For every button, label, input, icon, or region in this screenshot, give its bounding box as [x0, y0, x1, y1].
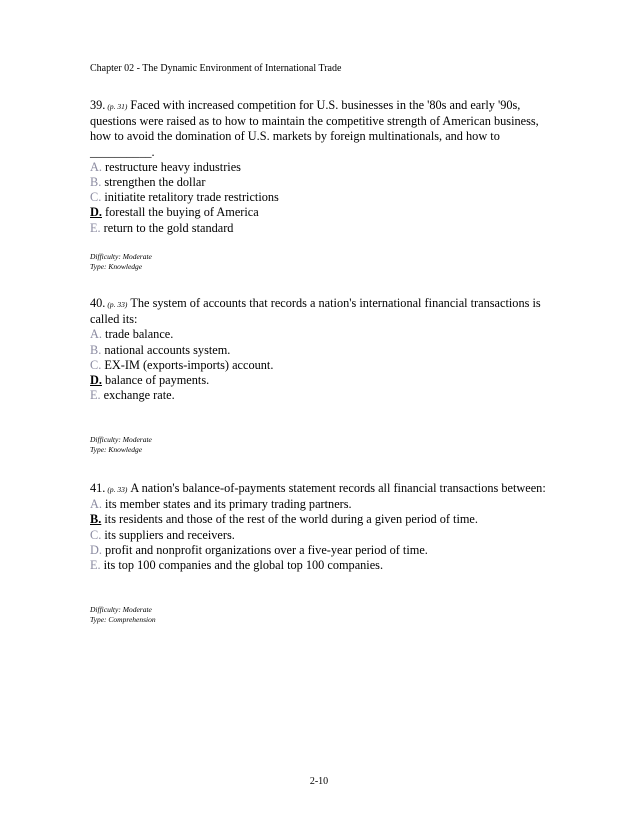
option-letter: E. — [90, 558, 101, 573]
question-number: 40. — [90, 296, 106, 310]
option-a — [90, 327, 560, 342]
page-reference: (p. 33) — [107, 485, 128, 494]
option-letter: A. — [90, 497, 102, 512]
page-reference: (p. 31) — [107, 102, 128, 111]
chapter-header: Chapter 02 - The Dynamic Environment of International Trade — [90, 63, 342, 74]
option-text: profit and nonprofit organizations over a five-year period of time. — [105, 542, 428, 557]
difficulty-label: Difficulty: Moderate — [90, 435, 152, 444]
option-letter: B. — [90, 175, 102, 190]
type-label: Type: Knowledge — [90, 262, 143, 271]
option-b — [90, 512, 560, 527]
option-d — [90, 373, 560, 388]
option-e — [90, 388, 560, 403]
question-number: 39. — [90, 98, 106, 112]
question-stem — [90, 481, 560, 497]
option-a — [90, 497, 560, 512]
option-text: balance of payments. — [105, 373, 210, 388]
option-text: strengthen the dollar — [104, 175, 206, 190]
question-meta — [90, 435, 152, 455]
option-letter: E. — [90, 220, 101, 235]
option-text: initiatite retalitory trade restrictions — [104, 190, 279, 205]
page-number: 2-10 — [309, 776, 329, 787]
question-40 — [90, 296, 560, 403]
option-letter: B. — [90, 342, 102, 357]
question-meta — [90, 252, 152, 272]
option-text: forestall the buying of America — [105, 205, 259, 220]
option-text: trade balance. — [105, 327, 174, 342]
option-letter: A. — [90, 327, 102, 342]
option-d — [90, 205, 560, 220]
option-e — [90, 558, 560, 573]
option-letter: D. — [90, 205, 102, 220]
option-text: its member states and its primary trading partners. — [105, 497, 352, 512]
option-e — [90, 221, 560, 236]
type-label: Type: Comprehension — [90, 615, 156, 624]
question-meta — [90, 605, 156, 625]
option-text: its top 100 companies and the global top 100 companies. — [103, 558, 384, 573]
option-text: restructure heavy industries — [105, 159, 241, 174]
type-label: Type: Knowledge — [90, 445, 143, 454]
question-stem — [90, 296, 560, 327]
option-text: EX-IM (exports-imports) account. — [104, 357, 274, 372]
option-letter: C. — [90, 527, 102, 542]
option-letter: A. — [90, 159, 102, 174]
option-letter: D. — [90, 373, 102, 388]
option-letter: C. — [90, 190, 102, 205]
option-letter: E. — [90, 388, 101, 403]
question-number: 41. — [90, 481, 106, 495]
option-text: its suppliers and receivers. — [104, 527, 235, 542]
question-text: A nation's balance-of-payments statement records all financial transactions between: — [130, 481, 546, 495]
option-text: its residents and those of the rest of the world during a given period of time. — [104, 512, 478, 527]
question-41 — [90, 481, 560, 573]
option-letter: C. — [90, 357, 102, 372]
difficulty-label: Difficulty: Moderate — [90, 605, 152, 614]
question-stem — [90, 98, 560, 160]
page-reference: (p. 33) — [107, 300, 128, 309]
question-39 — [90, 98, 560, 236]
option-b — [90, 175, 560, 190]
option-text: national accounts system. — [104, 342, 231, 357]
option-text: exchange rate. — [103, 388, 175, 403]
option-c — [90, 528, 560, 543]
difficulty-label: Difficulty: Moderate — [90, 252, 152, 261]
option-letter: D. — [90, 542, 102, 557]
option-c — [90, 358, 560, 373]
option-letter: B. — [90, 512, 102, 527]
option-c — [90, 190, 560, 205]
option-d — [90, 543, 560, 558]
question-text: The system of accounts that records a nation's international financial transactions is called its: — [90, 296, 541, 327]
option-b — [90, 343, 560, 358]
option-text: return to the gold standard — [103, 220, 234, 235]
option-a — [90, 160, 560, 175]
question-text: Faced with increased competition for U.S. businesses in the '80s and early '90s, questions were raised as to how to maintain the competitive strength of American business, how to avoid the domination of U.S. markets by foreign multinationals, and how to __________. — [90, 98, 539, 159]
